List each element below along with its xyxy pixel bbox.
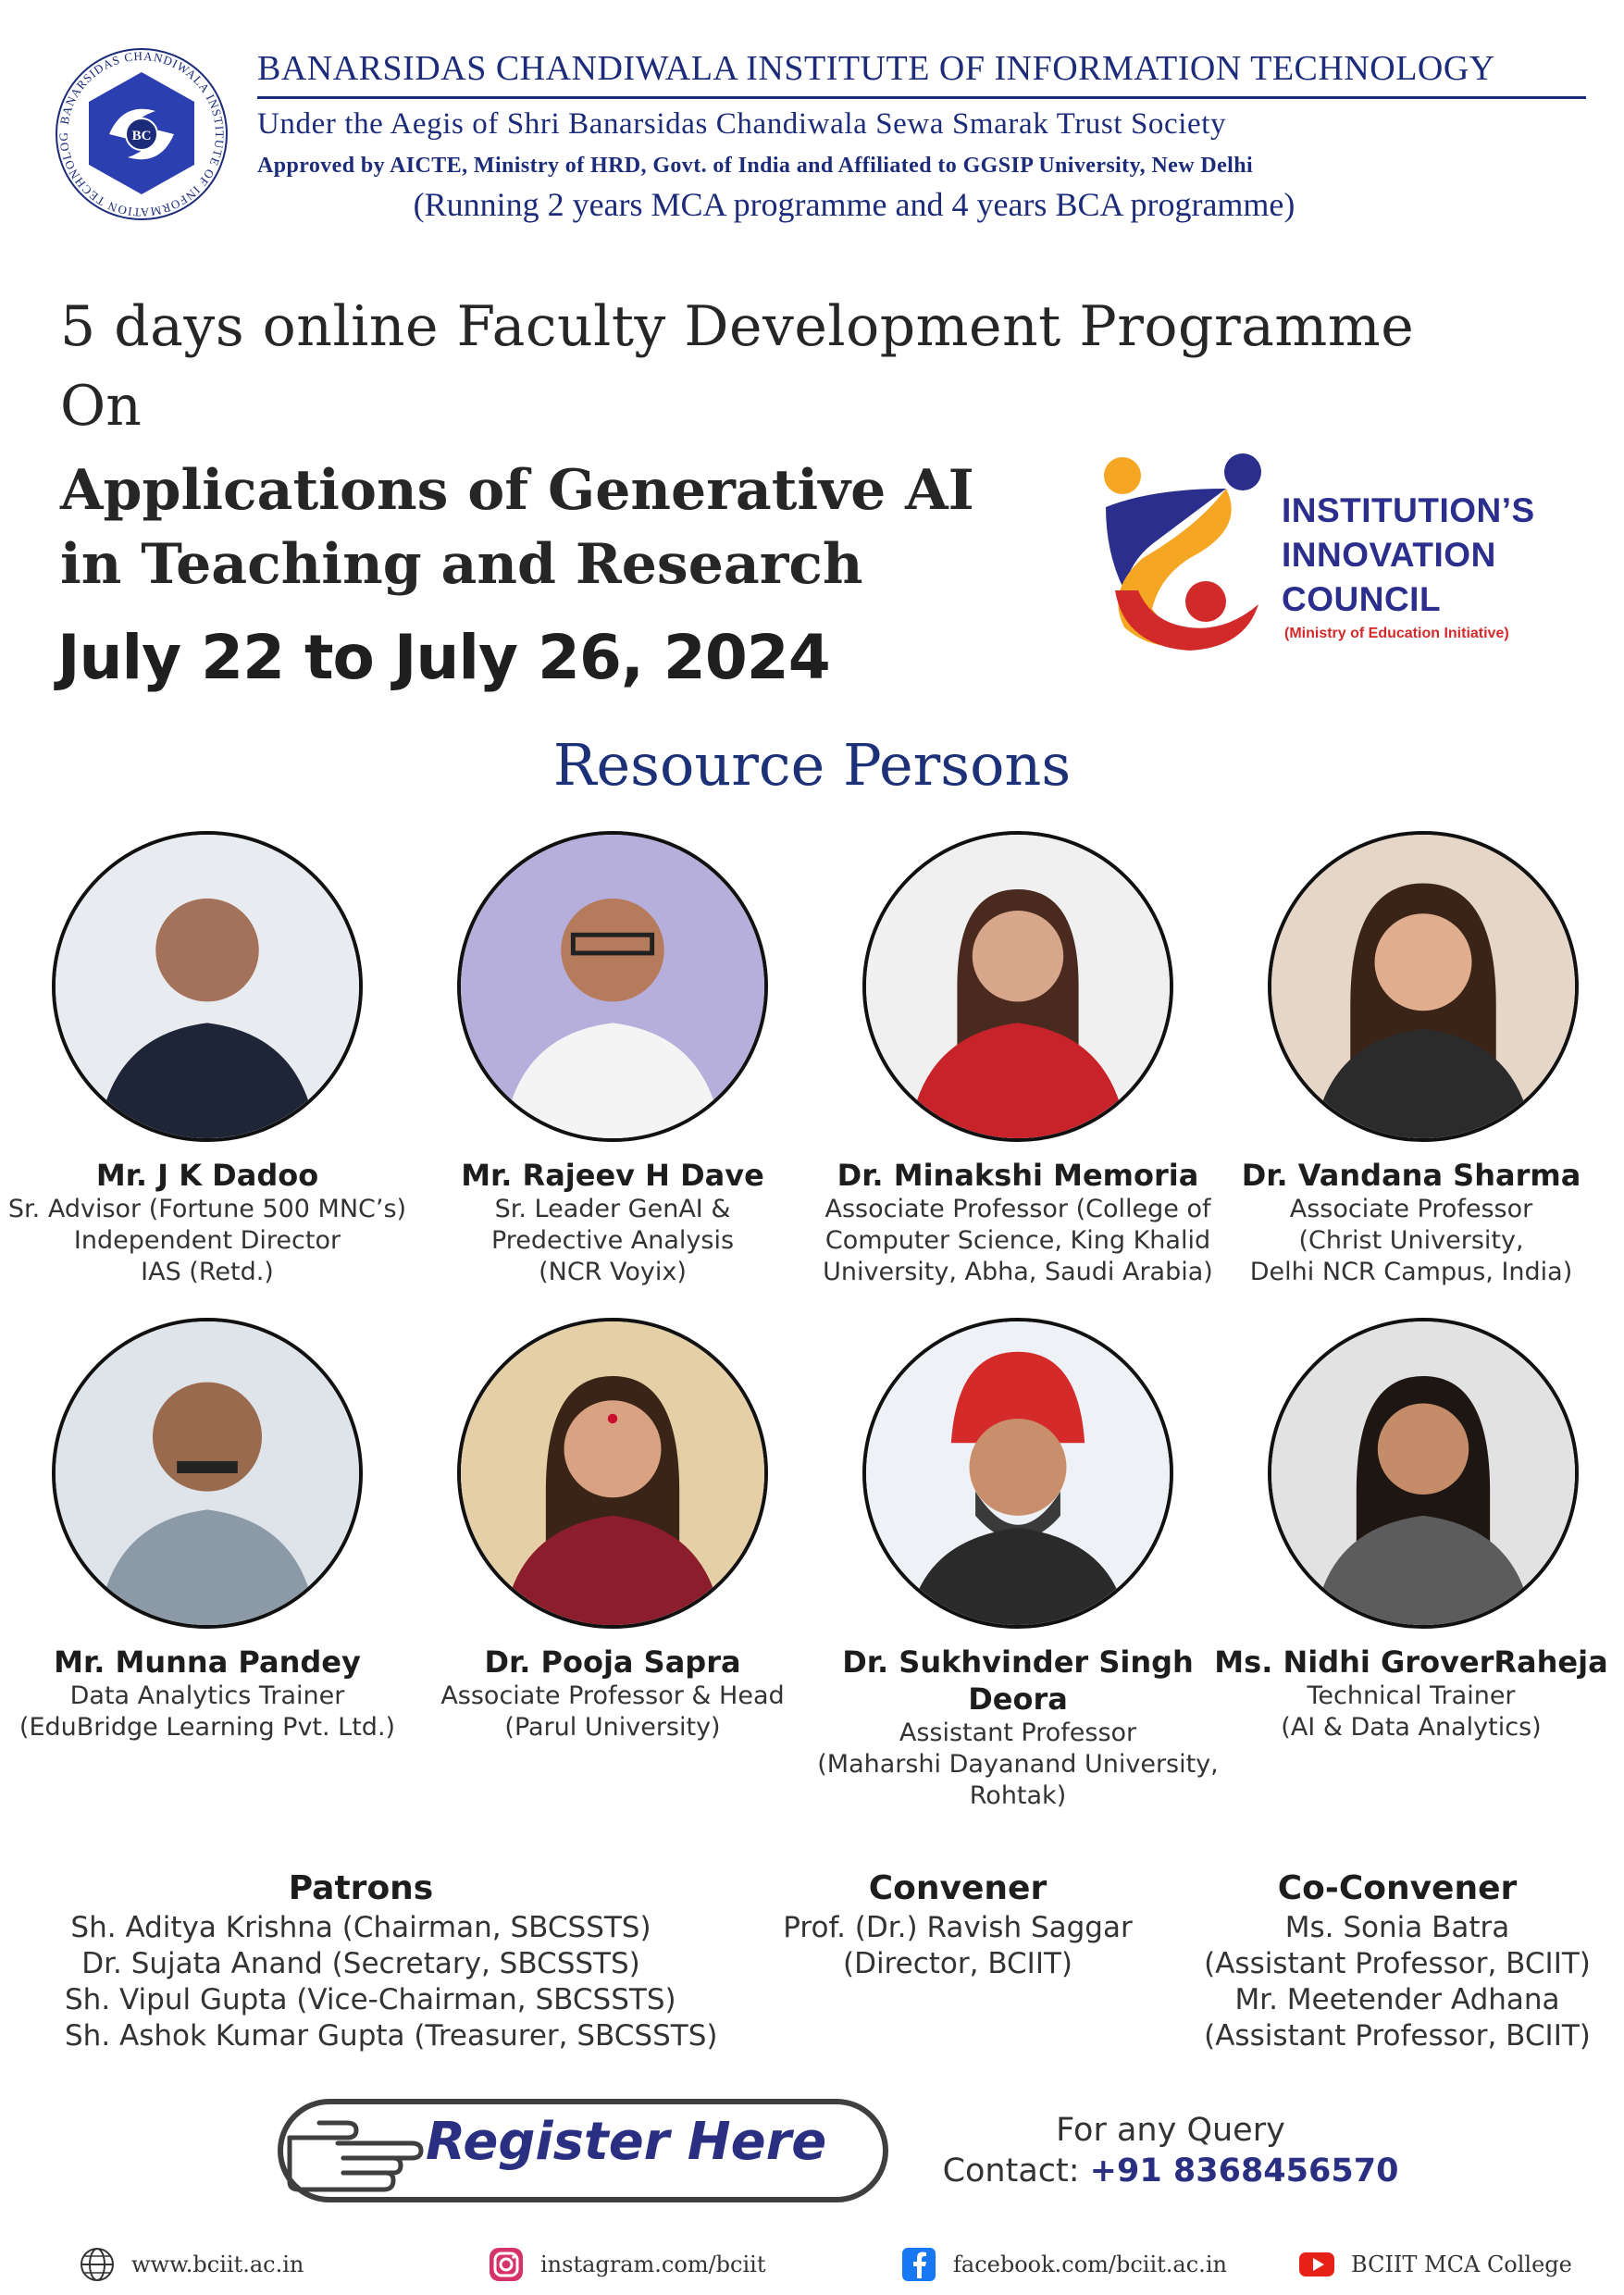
register-label[interactable]: Register Here [426, 2112, 827, 2172]
instagram-text: instagram.com/bciit [540, 2252, 766, 2277]
person-role-line: Associate Professor (College of [824, 1195, 1211, 1223]
person-photo-2 [457, 831, 768, 1142]
co-convener-line: (Assistant Professor, BCIIT) [1204, 2019, 1591, 2053]
resource-person-card [805, 1157, 1231, 1288]
event-line-2: On [60, 374, 142, 439]
iic-logo-mark [1087, 452, 1272, 660]
patron-line: Sh. Aditya Krishna (Chairman, SBCSSTS) [70, 1911, 651, 1944]
person-name: Dr. Vandana Sharma [1241, 1158, 1581, 1193]
person-role-line: Independent Director [73, 1226, 341, 1255]
person-name: Mr. Rajeev H Dave [461, 1158, 764, 1193]
person-photo-5 [52, 1318, 363, 1629]
person-photo-1 [52, 831, 363, 1142]
person-role-line: Data Analytics Trainer [69, 1681, 345, 1710]
event-topic [60, 453, 974, 602]
person-role-line: Associate Professor & Head [440, 1681, 785, 1710]
youtube-icon [1297, 2245, 1336, 2284]
convener-block [750, 1867, 1166, 1982]
logo-center-text: BC [131, 129, 152, 143]
resource-person-card [0, 1157, 420, 1288]
youtube-text: BCIIT MCA College [1351, 2252, 1572, 2277]
iic-line-3: COUNCIL [1282, 580, 1442, 618]
query-line: For any Query [1056, 2112, 1285, 2149]
co-convener-line: (Assistant Professor, BCIIT) [1204, 1947, 1591, 1980]
facebook-icon [899, 2245, 938, 2284]
person-photo-8 [1268, 1318, 1579, 1629]
resource-person-card [400, 1157, 825, 1288]
person-role-line: Sr. Leader GenAI & [494, 1195, 731, 1223]
person-role-line: (Christ University, [1298, 1226, 1524, 1255]
logo-ring-text: BANARSIDAS CHANDIWALA INSTITUTE OF INFORMATION TECHNOLOG [56, 48, 228, 220]
person-photo-7 [862, 1318, 1173, 1629]
event-topic-line-1: Applications of Generative AI [60, 458, 974, 523]
person-name: Mr. J K Dadoo [95, 1158, 319, 1193]
patron-line: Dr. Sujata Anand (Secretary, SBCSSTS) [81, 1947, 640, 1980]
convener-title: Convener [868, 1869, 1048, 1907]
institute-name: BANARSIDAS CHANDIWALA INSTITUTE OF INFORMATION TECHNOLOGY [257, 49, 1495, 88]
globe-icon [78, 2245, 117, 2284]
person-role-line: Associate Professor [1289, 1195, 1533, 1223]
website-text: www.bciit.ac.in [131, 2252, 304, 2277]
co-convener-title: Co-Convener [1277, 1869, 1518, 1907]
query-block [935, 2110, 1407, 2191]
resource-person-card [1198, 1157, 1624, 1288]
person-role-line: Predective Analysis [490, 1226, 735, 1255]
contact-line [935, 2151, 1407, 2191]
iic-title [1282, 489, 1535, 622]
person-name: Dr. Minakshi Memoria [837, 1158, 1199, 1193]
facebook-text: facebook.com/bciit.ac.in [953, 2252, 1227, 2277]
resource-persons-heading: Resource Persons [552, 731, 1072, 799]
co-convener-line: Ms. Sonia Batra [1284, 1911, 1510, 1944]
convener-line: Prof. (Dr.) Ravish Saggar [783, 1911, 1133, 1944]
person-name: Dr. Sukhvinder Singh [842, 1644, 1194, 1680]
patrons-block [65, 1867, 718, 2054]
co-convener-block [1175, 1867, 1619, 2054]
contact-phone[interactable]: +91 8368456570 [1089, 2152, 1399, 2190]
person-role-line: Assistant Professor [899, 1718, 1137, 1747]
resource-person-card [805, 1644, 1231, 1812]
person-role-line: (Maharshi Dayanand University, [817, 1750, 1219, 1779]
resource-person-card [1198, 1644, 1624, 1743]
iic-subtitle: (Ministry of Education Initiative) [1284, 626, 1509, 641]
person-name-line-2: Deora [968, 1681, 1068, 1717]
approval-line: Approved by AICTE, Ministry of HRD, Govt. of India and Affiliated to GGSIP University, New Delhi [257, 154, 1254, 178]
person-role-line: IAS (Retd.) [141, 1258, 274, 1286]
footer-facebook[interactable] [899, 2245, 1227, 2284]
person-photo-4 [1268, 831, 1579, 1142]
person-role-line: (Parul University) [504, 1713, 721, 1742]
resource-person-card [0, 1644, 420, 1743]
person-role-line: (AI & Data Analytics) [1281, 1713, 1542, 1742]
person-role-line: Computer Science, King Khalid [824, 1226, 1211, 1255]
co-convener-line: Mr. Meetender Adhana [1234, 1983, 1560, 2016]
event-dates: July 22 to July 26, 2024 [57, 622, 830, 693]
person-role-line: Sr. Advisor (Fortune 500 MNC’s) [7, 1195, 407, 1223]
person-role-line: (EduBridge Learning Pvt. Ltd.) [19, 1713, 396, 1742]
footer-youtube[interactable] [1297, 2245, 1572, 2284]
person-role-line: (NCR Voyix) [539, 1258, 687, 1286]
header-rule [257, 96, 1586, 99]
programmes-line: (Running 2 years MCA programme and 4 years BCA programme) [413, 186, 1295, 223]
person-photo-6 [457, 1318, 768, 1629]
person-role-line: University, Abha, Saudi Arabia) [823, 1258, 1213, 1286]
patron-line: Sh. Ashok Kumar Gupta (Treasurer, SBCSSTS) [65, 2019, 718, 2053]
patron-line: Sh. Vipul Gupta (Vice-Chairman, SBCSSTS) [65, 1983, 676, 2016]
person-name: Dr. Pooja Sapra [484, 1644, 741, 1680]
footer-instagram[interactable] [487, 2245, 765, 2284]
person-role-line: Delhi NCR Campus, India) [1249, 1258, 1573, 1286]
contact-label: Contact: [942, 2152, 1080, 2190]
event-line-1: 5 days online Faculty Development Programme [60, 294, 1415, 359]
iic-line-2: INNOVATION [1282, 536, 1496, 574]
convener-line: (Director, BCIIT) [842, 1947, 1072, 1980]
instagram-icon [487, 2245, 526, 2284]
footer-website[interactable] [78, 2245, 304, 2284]
event-topic-line-2: in Teaching and Research [60, 532, 863, 597]
person-role-line: Rohtak) [969, 1781, 1067, 1810]
patrons-title: Patrons [288, 1869, 434, 1907]
person-name: Ms. Nidhi GroverRaheja [1214, 1644, 1608, 1680]
resource-person-card [400, 1644, 825, 1743]
institute-logo [54, 46, 229, 222]
person-role-line: Technical Trainer [1307, 1681, 1516, 1710]
pointing-hand-icon [282, 2110, 430, 2195]
iic-line-1: INSTITUTION’S [1282, 491, 1535, 529]
person-photo-3 [862, 831, 1173, 1142]
aegis-line: Under the Aegis of Shri Banarsidas Chandiwala Sewa Smarak Trust Society [257, 107, 1227, 141]
person-name: Mr. Munna Pandey [54, 1644, 361, 1680]
